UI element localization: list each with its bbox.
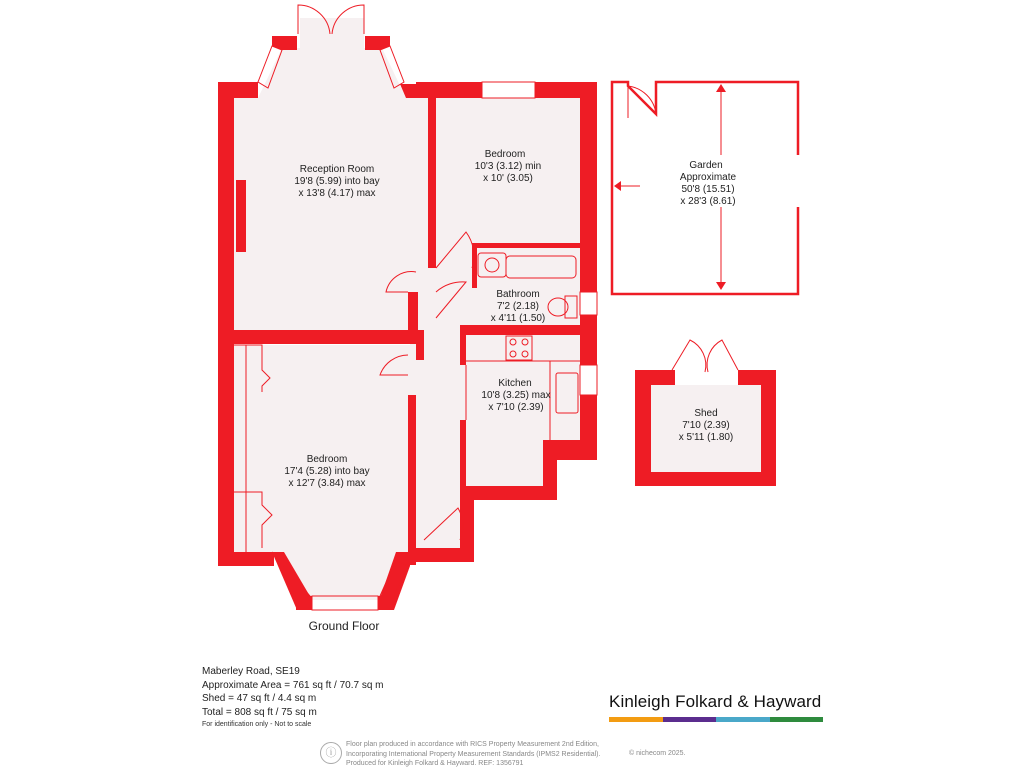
room-label-bathroom — [491, 289, 546, 324]
reception-dim1: 19'8 (5.99) into bay — [294, 176, 380, 187]
bedroom2-dim1: 17'4 (5.28) into bay — [284, 466, 370, 477]
info-icon: ⓘ — [320, 742, 342, 764]
approximate-area: Approximate Area = 761 sq ft / 70.7 sq m — [202, 679, 384, 691]
copyright: © nichecom 2025. — [629, 750, 686, 757]
bedroom2-dim2: x 12'7 (3.84) max — [288, 478, 366, 489]
bathroom-dim1: 7'2 (2.18) — [497, 301, 539, 312]
brand-logo — [609, 692, 823, 722]
property-info — [202, 665, 384, 731]
bathroom-dim2: x 4'11 (1.50) — [490, 313, 546, 324]
brand-bar-segment — [663, 717, 717, 722]
garden-dim2: 50'8 (15.51) — [681, 184, 735, 195]
shed-dim1: 7'10 (2.39) — [682, 420, 730, 431]
footer-text — [346, 740, 646, 769]
garden-name: Garden — [689, 160, 723, 171]
bedroom1-name: Bedroom — [484, 149, 526, 160]
brand-name: Kinleigh Folkard & Hayward — [609, 692, 822, 711]
kitchen-dim2: x 7'10 (2.39) — [488, 402, 544, 413]
footer-line: Incorporating International Property Measurement Standards (IPMS2 Residential). — [346, 750, 601, 758]
bathroom-name: Bathroom — [496, 289, 540, 300]
identification-note: For identification only - Not to scale — [202, 721, 312, 728]
reception-dim2: x 13'8 (4.17) max — [298, 188, 376, 199]
room-label-reception — [294, 164, 379, 199]
bedroom2-name: Bedroom — [306, 454, 348, 465]
shed-name: Shed — [694, 408, 718, 419]
kitchen-dim1: 10'8 (3.25) max — [481, 390, 551, 401]
address: Maberley Road, SE19 — [202, 666, 300, 677]
brand-bar-segment — [716, 717, 770, 722]
brand-color-bar — [609, 717, 823, 722]
bedroom1-dim1: 10'3 (3.12) min — [474, 161, 542, 172]
footer-line: Floor plan produced in accordance with RICS Property Measurement 2nd Edition, — [346, 741, 599, 748]
kitchen-name: Kitchen — [498, 378, 532, 389]
bedroom1-dim2: x 10' (3.05) — [483, 173, 533, 184]
total-area: Total = 808 sq ft / 75 sq m — [202, 706, 317, 718]
footer-line: Produced for Kinleigh Folkard & Hayward. REF: 1356791 — [346, 760, 524, 767]
shed-area: Shed = 47 sq ft / 4.4 sq m — [202, 693, 317, 704]
shed-dim2: x 5'11 (1.80) — [678, 432, 734, 443]
garden-dim3: x 28'3 (8.61) — [680, 196, 736, 207]
brand-bar-segment — [770, 717, 824, 722]
reception-name: Reception Room — [299, 164, 375, 175]
brand-bar-segment — [609, 717, 663, 722]
garden-dim1: Approximate — [679, 172, 737, 183]
floor-label: Ground Floor — [308, 619, 380, 633]
